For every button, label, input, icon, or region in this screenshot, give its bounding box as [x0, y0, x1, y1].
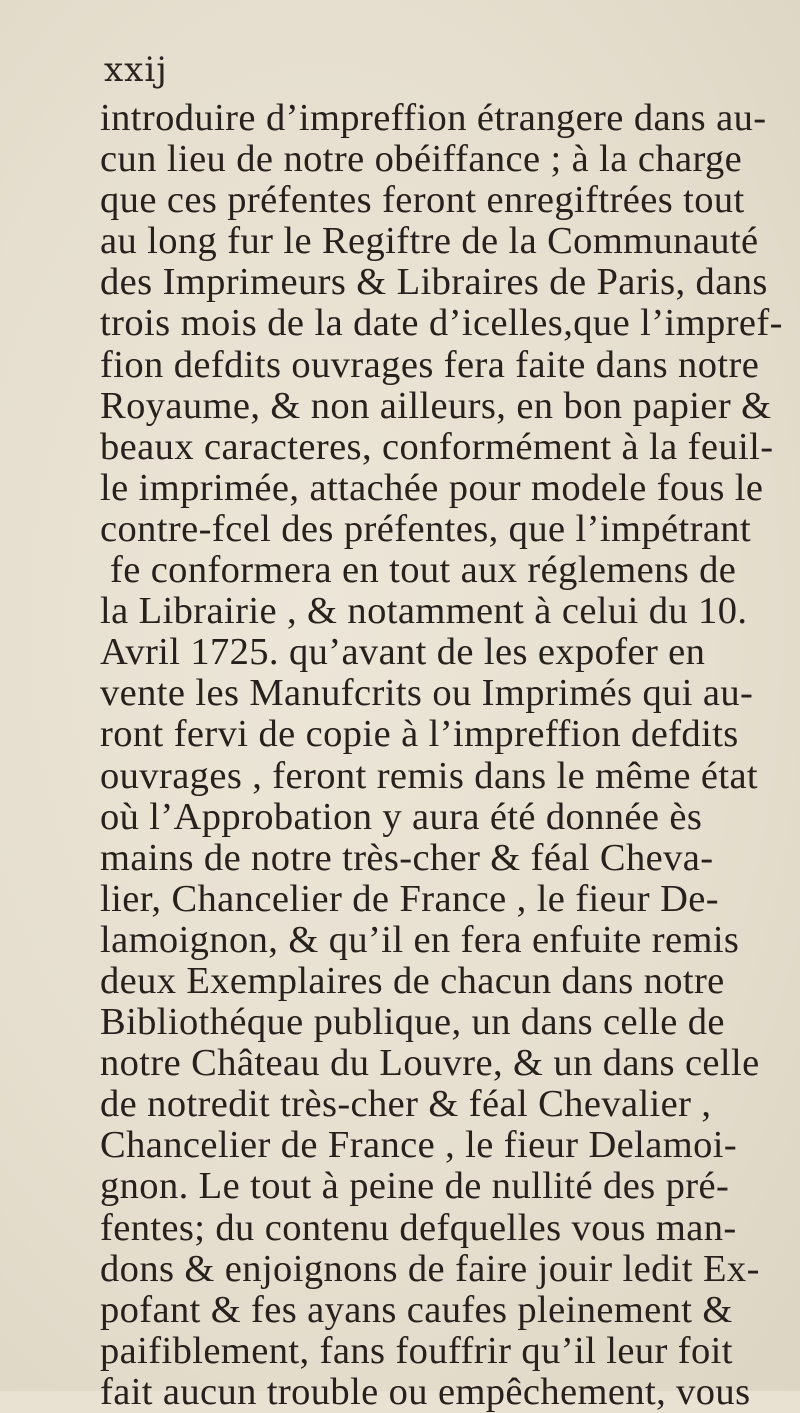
text-line: fe conformera en tout aux réglemens de	[110, 549, 737, 592]
text-line: lier, Chancelier de France , le fieur De-	[100, 877, 719, 920]
text-line: vente les Manufcrits ou Imprimés qui au-	[100, 672, 754, 715]
text-line: deux Exemplaires de chacun dans notre	[100, 959, 725, 1002]
text-line: ouvrages , feront remis dans le même état	[100, 754, 759, 797]
text-line: fait aucun trouble ou empêchement, vous	[100, 1370, 751, 1413]
body-text	[100, 98, 800, 1413]
text-line: notre Château du Louvre, & un dans celle	[100, 1042, 760, 1085]
text-line: pofant & fes ayans caufes pleinement &	[100, 1288, 733, 1331]
text-line: que ces préfentes feront enregiftrées tout	[100, 179, 745, 222]
text-line: où l’Approbation y aura été donnée ès	[100, 795, 703, 838]
text-line: le imprimée, attachée pour modele fous le	[100, 466, 764, 509]
text-line: des Imprimeurs & Libraires de Paris, dans	[100, 261, 768, 304]
text-line: Royaume, & non ailleurs, en bon papier &	[100, 384, 772, 427]
text-line: ront fervi de copie à l’impreffion defdits	[100, 713, 739, 756]
text-line: lamoignon, & qu’il en fera enfuite remis	[100, 918, 740, 961]
text-line: contre-fcel des préfentes, que l’impétrant	[100, 507, 752, 550]
text-line: Chancelier de France , le fieur Delamoi-	[100, 1124, 738, 1167]
text-line: Bibliothéque publique, un dans celle de	[100, 1001, 725, 1044]
text-line: dons & enjoignons de faire jouir ledit Ex-	[100, 1247, 760, 1290]
page-number: xxij	[104, 50, 168, 90]
text-line: la Librairie , & notamment à celui du 10.	[100, 590, 748, 633]
text-line: fion defdits ouvrages fera faite dans notre	[100, 343, 760, 386]
text-line: cun lieu de notre obéiffance ; à la charge	[100, 138, 743, 181]
text-line: fentes; du contenu defquelles vous man-	[100, 1206, 737, 1249]
text-line: mains de notre très-cher & féal Cheva-	[100, 836, 714, 879]
text-line: beaux caracteres, conformément à la feuil-	[100, 425, 774, 468]
text-line: Avril 1725. qu’avant de les expofer en	[100, 631, 706, 674]
text-line: trois mois de la date d’icelles,que l’impref-	[100, 302, 783, 345]
text-line: introduire d’impreffion étrangere dans au-	[100, 97, 767, 139]
text-line: au long fur le Regiftre de la Communauté	[100, 220, 759, 263]
text-line: gnon. Le tout à peine de nullité des pré-	[100, 1165, 730, 1208]
text-line: de notredit très-cher & féal Chevalier ,	[100, 1083, 712, 1126]
text-line: paifiblement, fans fouffrir qu’il leur foit	[100, 1329, 733, 1372]
